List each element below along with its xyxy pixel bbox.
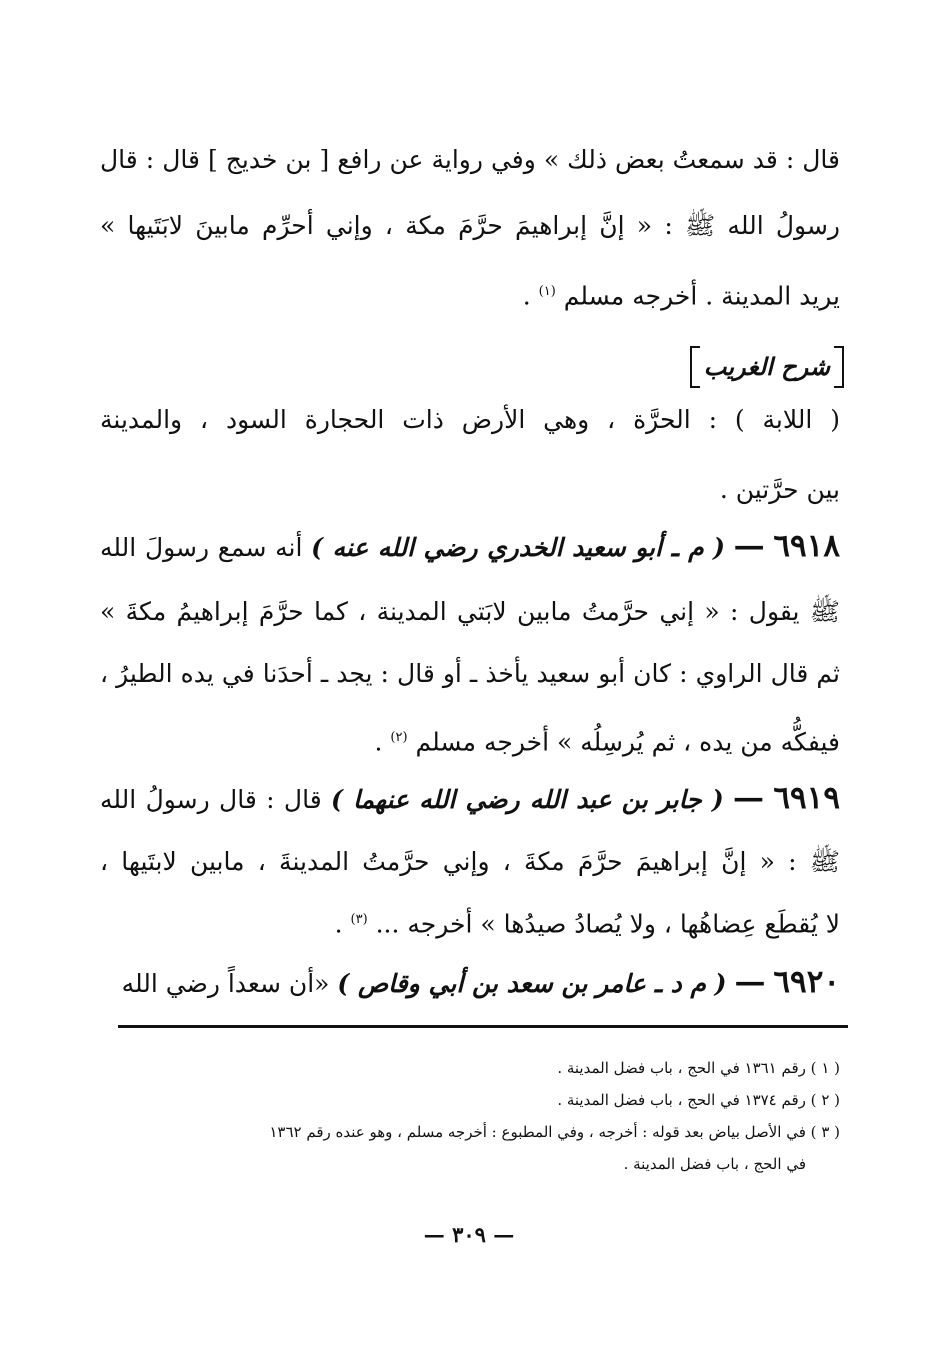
text-line (100, 708, 840, 768)
hadith-header (100, 768, 840, 828)
hadith-header (100, 952, 840, 1012)
hadith-dash: — (733, 780, 765, 816)
text-line: ﷺ يقول : « إني حرَّمتُ مابين لابَتي المدينة ، كما حرَّمَ إبراهيمُ مكةَ » (100, 597, 840, 626)
line-text: أنه سمع رسولَ الله (100, 533, 303, 562)
hadith-number: ٦٩١٨ (773, 528, 840, 564)
footnote: ( ٢ ) رقم ١٣٧٤ في الحج ، باب فضل المدينة . (557, 1091, 840, 1109)
hadith-narrator: ( جابر بن عبد الله رضي الله عنهما ) (331, 785, 724, 814)
text-line (100, 890, 840, 950)
text-line: قال : قد سمعتُ بعض ذلك » وفي رواية عن رافع [ بن خديج ] قال : قال (100, 145, 840, 174)
page-number: — ٣٠٩ — (423, 1222, 515, 1247)
footnote-divider (118, 1025, 848, 1028)
hadith-dash: — (734, 964, 766, 1000)
text-line: رسولُ الله ﷺ : « إنَّ إبراهيمَ حرَّمَ مكة ، وإني أحرِّم مابينَ لابَتَيها » (100, 211, 840, 240)
line-text: «أن سعداً رضي الله (121, 969, 330, 998)
line-text: قال : قال رسولُ الله (100, 785, 322, 814)
text-line: ثم قال الراوي : كان أبو سعيد يأخذ ـ أو قال : يجد ـ أحدَنا في يده الطيرُ ، (100, 659, 840, 688)
section-heading: شرح الغريب (694, 342, 840, 392)
line-text: فيفكُّه من يده ، ثم يُرسِلُه » أخرجه مسلم (415, 727, 840, 757)
footnote-ref: (١) (538, 284, 556, 299)
hadith-narrator: ( م ـ أبو سعيد الخدري رضي الله عنه ) (311, 533, 725, 562)
footnote: ( ١ ) رقم ١٣٦١ في الحج ، باب فضل المدينة . (557, 1059, 840, 1077)
footnote: ( ٣ ) في الأصل بياض بعد قوله : أخرجه ، وفي المطبوع : أخرجه مسلم ، وهو عنده رقم ١٣٦٢ (269, 1123, 840, 1141)
hadith-header (100, 516, 840, 576)
line-text: لا يُقطَع عِضاهُها ، ولا يُصادُ صيدُها » أخرجه ... (375, 909, 840, 939)
footnote-continuation: في الحج ، باب فضل المدينة . (623, 1155, 806, 1173)
hadith-narrator: ( م د ـ عامر بن سعد بن أبي وقاص ) (337, 969, 727, 998)
hadith-number: ٦٩١٩ (773, 780, 840, 816)
hadith-dash: — (733, 528, 765, 564)
hadith-number: ٦٩٢٠ (773, 964, 840, 1000)
footnote-ref: (٢) (390, 730, 408, 745)
period: . (334, 909, 343, 939)
footnote-ref: (٣) (350, 912, 368, 927)
text-line: ( اللابة ) : الحرَّة ، وهي الأرض ذات الحجارة السود ، والمدينة (100, 405, 840, 434)
line-text: يريد المدينة . أخرجه مسلم (563, 281, 840, 311)
text-line (100, 262, 840, 322)
period: . (374, 727, 383, 757)
period: . (522, 281, 531, 311)
text-line: بين حرَّتين . (719, 475, 840, 504)
text-line: ﷺ : « إنَّ إبراهيمَ حرَّمَ مكةَ ، وإني حرَّمتُ المدينةَ ، مابين لابتَيها ، (100, 847, 840, 876)
